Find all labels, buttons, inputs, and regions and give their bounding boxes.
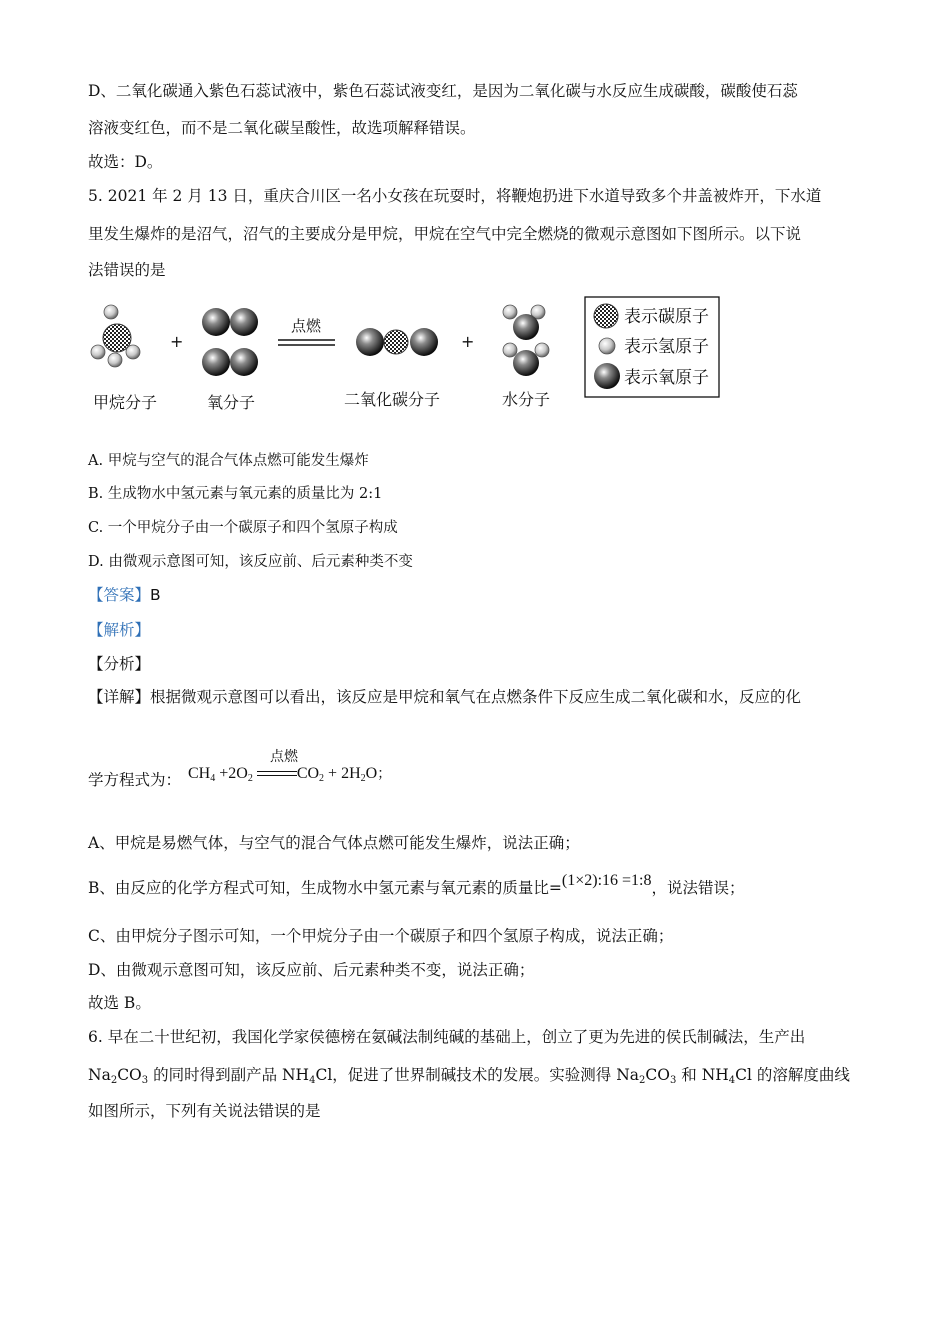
q6-stem-text1: . 早在二十世纪初，我国化学家侯德榜在氨碱法制纯碱的基础上，创立了更为先进的侯氏制碱法，生产出 (97, 1028, 806, 1046)
chemical-equation (188, 764, 391, 789)
q6-sub3: 4 (309, 1075, 316, 1086)
oxygen-atom (202, 308, 230, 336)
carbon-dioxide-molecule (356, 328, 438, 356)
q6-na: Na (88, 1066, 111, 1084)
eq-plus-o: +2O (215, 765, 248, 782)
methane-label: 甲烷分子 (93, 393, 158, 412)
prev-conclusion: 故选：D。 (88, 153, 163, 171)
hydrogen-atom (535, 343, 549, 357)
q6-text-g: Cl 的溶解度曲线 (735, 1066, 850, 1084)
equation-double-line (257, 768, 297, 780)
eq-tail: ； (377, 767, 392, 782)
plus-sign-1: + (170, 332, 184, 351)
q5-number: 5 (88, 187, 98, 205)
legend-carbon-icon (594, 304, 618, 328)
q5-stem-line3: 法错误的是 (88, 261, 166, 279)
q6-text-c: 的同时得到副产品 NH (148, 1066, 310, 1084)
plus-sign-2: + (461, 332, 475, 351)
prev-option-d-line1: D、二氧化碳通入紫色石蕊试液中，紫色石蕊试液变红，是因为二氧化碳与水反应生成碳酸，碳酸使石蕊 (88, 82, 798, 100)
q5-option-d: D. 由微观示意图可知，该反应前、后元素种类不变 (88, 554, 413, 570)
q6-co: CO (117, 1066, 142, 1084)
eq-sub2a: 2 (247, 773, 253, 784)
eq-sub4: 4 (210, 773, 216, 784)
explanation-a: A、甲烷是易燃气体，与空气的混合气体点燃可能发生爆炸，说法正确； (88, 834, 580, 852)
legend-oxygen-text: 表示氧原子 (624, 368, 709, 388)
answer-value: B (150, 586, 161, 604)
q6-stem-line3: 如图所示，下列有关说法错误的是 (88, 1102, 321, 1120)
explanation-d: D、由微观示意图可知，该反应前、后元素种类不变，说法正确； (88, 961, 535, 979)
q6-sub1: 2 (110, 1075, 118, 1086)
q6-sub6: 4 (728, 1075, 736, 1086)
q5-option-c: C. 一个甲烷分子由一个碳原子和四个氢原子构成 (88, 520, 398, 536)
hydrogen-atom (104, 305, 118, 319)
eq-rest: + 2H (324, 765, 361, 782)
q6-text-f: 和 NH (676, 1066, 729, 1084)
q5-stem-line1 (88, 186, 821, 206)
reaction-condition-label: 点燃 (291, 317, 322, 335)
eq-ch: CH (188, 765, 211, 782)
q5-stem-line2: 里发生爆炸的是沼气，沼气的主要成分是甲烷，甲烷在空气中完全燃烧的微观示意图如下图所示。以下说 (88, 225, 802, 243)
hydrogen-atom (503, 343, 517, 357)
detail-text2: 学方程式为： (88, 771, 182, 789)
equation-line (88, 770, 181, 790)
diagram-legend (585, 297, 719, 397)
water-molecules (503, 305, 549, 376)
hydrogen-atom (126, 345, 140, 359)
oxygen-atom (513, 350, 539, 376)
prev-option-d-line2: 溶液变红色，而不是二氧化碳呈酸性，故选项解释错误。 (88, 119, 476, 137)
oxygen-atom (230, 308, 258, 336)
legend-carbon-text: 表示碳原子 (624, 307, 709, 327)
q5-option-b: B. 生成物水中氢元素与氧元素的质量比为 2:1 (88, 486, 383, 502)
hydrogen-atom (91, 345, 105, 359)
carbon-atom (384, 330, 408, 354)
reaction-micro-diagram (80, 290, 730, 425)
equation-condition: 点燃 (270, 749, 298, 765)
mass-ratio-formula: (1×2):16 =1:8 (561, 872, 652, 889)
oxygen-atom (410, 328, 438, 356)
oxygen-molecules (202, 308, 258, 376)
q5-conclusion: 故选 B。 (88, 994, 151, 1012)
q6-sub4: 2 (639, 1075, 646, 1086)
answer-tag: 【答案】 (88, 586, 151, 604)
oxygen-atom (513, 314, 539, 340)
co2-label: 二氧化碳分子 (344, 390, 441, 409)
hydrogen-atom (108, 353, 122, 367)
q5-stem-text1: . 2021 年 2 月 13 日，重庆合川区一名小女孩在玩耍时，将鞭炮扔进下水道导致多个井盖被炸开，下水道 (97, 187, 822, 205)
detail-line1 (88, 687, 801, 707)
oxygen-atom (356, 328, 384, 356)
q6-sub2: 3 (141, 1075, 149, 1086)
q6-number: 6 (88, 1028, 98, 1046)
expl-b-post: ，说法错误； (651, 879, 745, 897)
analysis-tag: 【解析】 (88, 621, 151, 639)
oxygen-atom (202, 348, 230, 376)
explanation-b (88, 872, 745, 899)
eq-co: CO (296, 765, 320, 782)
detail-text1: 根据微观示意图可以看出，该反应是甲烷和氧气在点燃条件下反应生成二氧化碳和水，反应的化 (150, 688, 802, 706)
explanation-c: C、由甲烷分子图示可知，一个甲烷分子由一个碳原子和四个氢原子构成，说法正确； (88, 927, 674, 945)
eq-sub2b: 2 (319, 773, 325, 784)
oxygen-label: 氧分子 (207, 393, 256, 412)
eq-sub2c: 2 (360, 773, 366, 784)
oxygen-atom (230, 348, 258, 376)
legend-oxygen-icon (594, 363, 620, 389)
legend-hydrogen-icon (599, 338, 615, 354)
q6-text-d: Cl，促进了世界制碱技术的发展。实验测得 Na (315, 1066, 640, 1084)
expl-b-pre: B、由反应的化学方程式可知，生成物水中氢元素与氧元素的质量比= (88, 879, 562, 897)
hydrogen-atom (503, 305, 517, 319)
q6-stem-line1 (88, 1027, 805, 1047)
q6-sub5: 3 (669, 1075, 677, 1086)
answer-line (88, 585, 161, 605)
carbon-atom (103, 324, 131, 352)
q6-co2: CO (645, 1066, 670, 1084)
legend-hydrogen-text: 表示氢原子 (624, 337, 709, 357)
water-label: 水分子 (502, 390, 551, 409)
detail-tag: 【详解】 (88, 688, 151, 706)
methane-molecule (91, 305, 140, 367)
fenxi-tag: 【分析】 (88, 655, 151, 673)
q6-stem-line2 (88, 1065, 850, 1091)
q5-option-a: A. 甲烷与空气的混合气体点燃可能发生爆炸 (88, 453, 369, 469)
eq-o: O (365, 765, 378, 782)
